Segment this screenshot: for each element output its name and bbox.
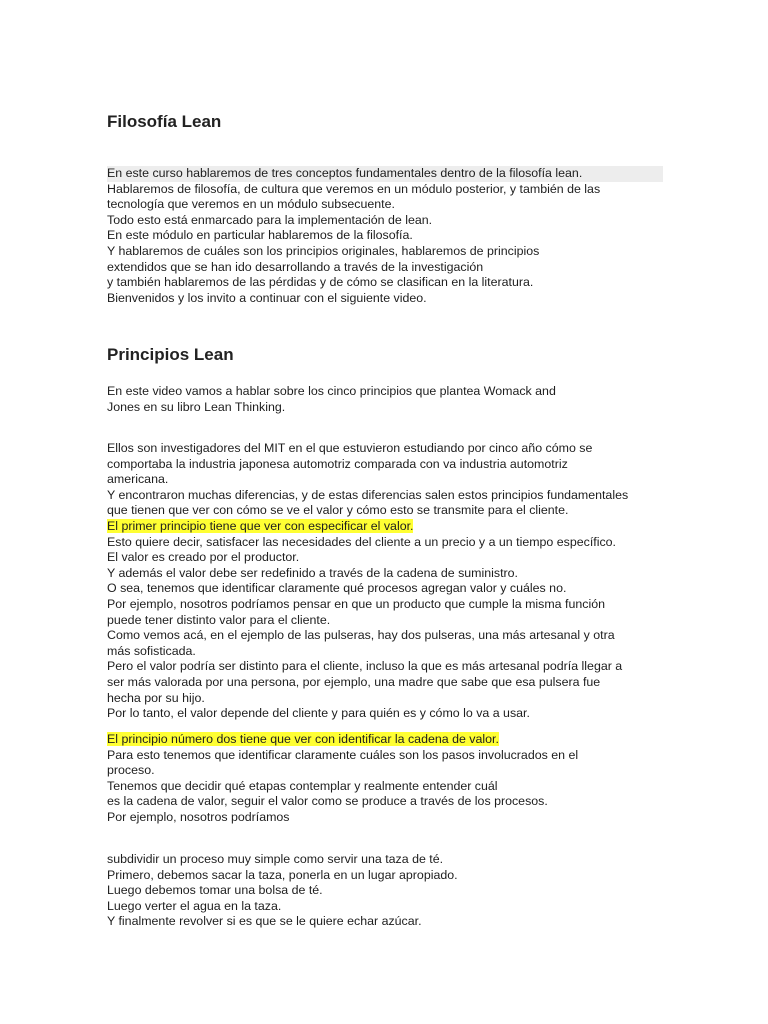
text-line: Y encontraron muchas diferencias, y de estas diferencias salen estos principios fundamentales xyxy=(107,487,629,502)
text-line: extendidos que se han ido desarrollando a través de la investigación xyxy=(107,259,484,274)
text-line: En este video vamos a hablar sobre los cinco principios que plantea Womack and xyxy=(107,384,556,398)
text-line: En este módulo en particular hablaremos de la filosofía. xyxy=(107,228,413,243)
highlighted-text: El primer principio tiene que ver con especificar el valor. xyxy=(107,518,414,533)
text-line: En este curso hablaremos de tres conceptos fundamentales dentro de la filosofía lean. xyxy=(107,166,663,182)
text-line: Y además el valor debe ser redefinido a través de la cadena de suministro. xyxy=(107,565,518,580)
text-line: Ellos son investigadores del MIT en el que estuvieron estudiando por cinco año cómo se xyxy=(107,441,593,455)
text-line: Todo esto está enmarcado para la implementación de lean. xyxy=(107,212,433,227)
text-line: comportaba la industria japonesa automotriz comparada con va industria automotriz xyxy=(107,456,568,471)
text-line: ser más valorada por una persona, por ejemplo, una madre que sabe que esa pulsera fue xyxy=(107,674,601,689)
highlighted-line-principle-two xyxy=(107,732,667,748)
text-line: y también hablaremos de las pérdidas y de cómo se clasifican en la literatura. xyxy=(107,275,534,290)
text-line: americana. xyxy=(107,472,169,487)
text-line: O sea, tenemos que identificar claramente qué procesos agregan valor y cuáles no. xyxy=(107,581,567,596)
text-line: que tienen que ver con cómo se ve el valor y cómo esto se transmite para el cliente. xyxy=(107,503,569,518)
text-line: es la cadena de valor, seguir el valor como se produce a través de los procesos. xyxy=(107,794,548,809)
text-line: Para esto tenemos que identificar claramente cuáles son los pasos involucrados en el xyxy=(107,747,579,762)
paragraph-ejemplo-te xyxy=(107,852,667,930)
text-line: Tenemos que decidir qué etapas contemplar y realmente entender cuál xyxy=(107,778,498,793)
text-line: tecnología que veremos en un módulo subsecuente. xyxy=(107,197,395,212)
highlighted-line-principle-one xyxy=(107,519,667,535)
text-line: Luego debemos tomar una bolsa de té. xyxy=(107,883,323,898)
text-line: proceso. xyxy=(107,763,155,778)
text-line: subdividir un proceso muy simple como servir una taza de té. xyxy=(107,852,444,866)
text-line: Y finalmente revolver si es que se le quiere echar azúcar. xyxy=(107,914,422,929)
text-line: Por lo tanto, el valor depende del cliente y para quién es y cómo lo va a usar. xyxy=(107,706,530,721)
paragraph-filosofia-intro xyxy=(107,166,667,306)
text-line: Luego verter el agua en la taza. xyxy=(107,898,282,913)
text-line: Primero, debemos sacar la taza, ponerla en un lugar apropiado. xyxy=(107,867,458,882)
text-line: Esto quiere decir, satisfacer las necesidades del cliente a un precio y a un tiempo específico. xyxy=(107,534,616,549)
text-line: Hablaremos de filosofía, de cultura que veremos en un módulo posterior, y también de las xyxy=(107,181,601,196)
text-line: Bienvenidos y los invito a continuar con el siguiente video. xyxy=(107,290,427,305)
paragraph-primer-principio xyxy=(107,441,667,722)
text-line: El valor es creado por el productor. xyxy=(107,550,300,565)
section-heading-principios-lean: Principios Lean xyxy=(107,345,234,364)
paragraph-principios-intro xyxy=(107,384,667,415)
paragraph-segundo-principio xyxy=(107,732,667,826)
text-line: más sofisticada. xyxy=(107,643,196,658)
highlighted-text: El principio número dos tiene que ver con identificar la cadena de valor. xyxy=(107,732,499,746)
text-line: puede tener distinto valor para el cliente. xyxy=(107,612,331,627)
text-line: hecha por su hijo. xyxy=(107,690,205,705)
text-line: Jones en su libro Lean Thinking. xyxy=(107,399,286,414)
text-line: Pero el valor podría ser distinto para el cliente, incluso la que es más artesanal podría llegar a xyxy=(107,659,623,674)
text-line: Como vemos acá, en el ejemplo de las pulseras, hay dos pulseras, una más artesanal y otra xyxy=(107,628,615,643)
text-line: Y hablaremos de cuáles son los principios originales, hablaremos de principios xyxy=(107,243,540,258)
section-heading-filosofia-lean: Filosofía Lean xyxy=(107,112,222,131)
text-line: Por ejemplo, nosotros podríamos xyxy=(107,809,290,824)
text-line: Por ejemplo, nosotros podríamos pensar en que un producto que cumple la misma función xyxy=(107,596,605,611)
